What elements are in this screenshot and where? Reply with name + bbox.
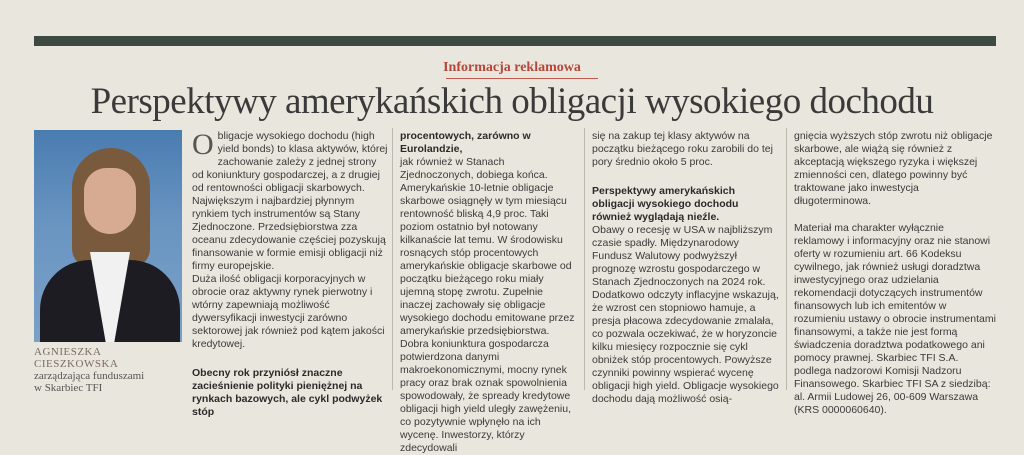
kicker-label: Informacja reklamowa: [443, 60, 581, 75]
caption-name: AGNIESZKA CIESZKOWSKA: [34, 346, 119, 370]
col1-paragraph-1: [192, 130, 388, 273]
col1-lead: Obecny rok przyniósł znaczne zacieśnienie polityki pieniężnej na rynkach bazowych, ale cykl podwyżek stóp: [192, 367, 383, 418]
col3-lead: Perspektywy amerykańskich obligacji wysokiego dochodu również wyglądają nieźle.: [592, 185, 739, 223]
header-bar: [34, 36, 996, 46]
column-3: [592, 130, 780, 406]
column-4: [794, 130, 996, 417]
caption-role-2: w Skarbiec TFI: [34, 382, 103, 394]
col3-text-2: Obawy o recesję w USA w najbliższym czasie spadły. Międzynarodowy Fundusz Walutowy podwyższył prognozę wzrostu gospodarczego w Stanach Zjednoczonych na 2024 rok. Dodatkowo odczyty inflacyjne wskazują, że wzrost cen stopniowo hamuje, a presja płacowa zdecydowanie zmalała, co pozwala oczekiwać, że w horyzoncie kilku miesięcy rozpocznie się cykl obniżek stóp procentowych. Powyższe czynniki powinny wspierać wycenę obligacji high yield. Obligacje wysokiego dochodu dają możliwość osią-: [592, 224, 779, 405]
author-photo: [34, 130, 182, 342]
col1-paragraph-2: Duża ilość obligacji korporacyjnych w obrocie oraz aktywny rynek pierwotny i wtórny zapewniają możliwość dywersyfikacji inwestycji zarówno sektorowej jak również pod kątem jakości kredytowej.: [192, 273, 385, 350]
col4-disclaimer: Materiał ma charakter wyłącznie reklamowy i informacyjny oraz nie stanowi oferty w rozumieniu art. 66 Kodeksu cywilnego, jak również usługi doradztwa inwestycyjnego oraz udzielania rekomendacji dotyczących instrumentów finansowych lub ich emitentów w rozumieniu ustawy o obrocie instrumentami finansowymi, a także nie jest formą świadczenia doradztwa podatkowego ani pomocy prawnej. Skarbiec TFI S.A. podlega nadzorowi Komisji Nadzoru Finansowego. Skarbiec TFI SA z siedzibą: al. Armii Ludowej 26, 00-609 Warszawa (KRS 0000060640).: [794, 222, 996, 416]
kicker-underline: [446, 78, 598, 79]
article-headline: Perspektywy amerykańskich obligacji wysokiego dochodu: [90, 81, 934, 122]
column-divider: [392, 128, 393, 390]
column-2: [400, 130, 578, 455]
col3-text-1: się na zakup tej klasy aktywów na początku bieżącego roku zarobili do tej pory średnio około 5 proc.: [592, 130, 773, 168]
column-divider: [584, 128, 585, 390]
column-divider: [786, 128, 787, 390]
caption-role-1: zarządzająca funduszami: [34, 370, 145, 382]
col2-text: jak również w Stanach Zjednoczonych, dobiega końca. Amerykańskie 10-letnie obligacje skarbowe osiągnęły w tym miesiącu rentowność bliską 4,9 proc. Taki poziom ostatnio był notowany kilkanaście lat temu. W środowisku rosnących stóp procentowych amerykańskie obligacje skarbowe od początku bieżącego roku miały ujemną stopę zwrotu. Zupełnie inaczej zachowały się obligacje wysokiego dochodu emitowane przez amerykańskie przedsiębiorstwa. Dobra koniunktura gospodarcza potwierdzona danymi makroekonomicznymi, mocny rynek pracy oraz brak oznak spowolnienia spowodowały, że spready kredytowe obligacji high yield uległy zawężeniu, co pozytywnie wpłynęło na ich wycenę. Inwestorzy, którzy zdecydowali: [400, 156, 575, 454]
drop-cap: O: [192, 128, 214, 161]
col4-paragraph-1: gnięcia wyższych stóp zwrotu niż obligacje skarbowe, ale wiążą się również z akceptacją większego ryzyka i większej zmienności cen, dlatego powinny być traktowane jako inwestycja długoterminowa.: [794, 130, 993, 207]
photo-caption: [34, 346, 184, 394]
col2-lead: procentowych, zarówno w Eurolandzie,: [400, 130, 531, 155]
photo-face: [84, 168, 136, 234]
col1-p1-text: bligacje wysokiego dochodu (high yield bonds) to klasa aktywów, której zachowanie zależy z jednej strony od koniunktury gospodarczej, a z drugiej od rentowności obligacji skarbowych. Największym i najbardziej płynnym rynkiem tych instrumentów są Stany Zjednoczone. Przedsiębiorstwa zza oceanu zdecydowanie częściej pozyskują finansowanie w formie emisji obligacji niż firmy europejskie.: [192, 130, 388, 272]
column-1: [192, 130, 388, 419]
